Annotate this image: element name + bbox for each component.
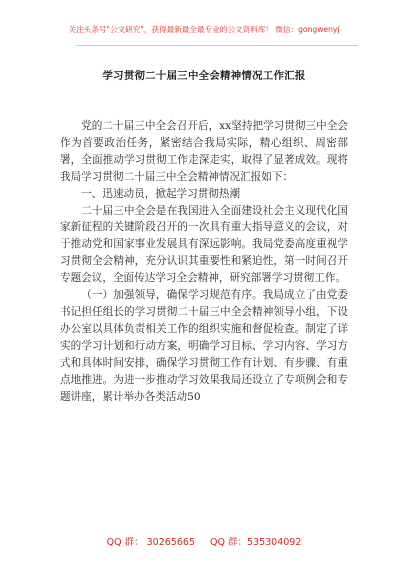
paragraph-section-1: 二十届三中全会是在我国进入全面建设社会主义现代化国家新征程的关键阶段召开的一次具有重大指导意义的会议，对于推动党和国家事业发展具有深远影响。我局党委高度重视学习贯彻全会精神，充分认识其重要性和紧迫性，第一时间召开专题会议，全面传达学习全会精神，研究部署学习贯彻工作。	[60, 204, 348, 285]
footer-qq-group-2: QQ 群：535304092	[210, 537, 302, 548]
paragraph-subsection-1: （一）加强领导，确保学习规范有序。我局成立了由党委书记担任组长的学习贯彻二十届三中全会精神领导小组，下设办公室以具体负责相关工作的组织实施和督促检查。制定了详实的学习计划和行动方案，明确学习目标、学习内容、学习方式和具体时间安排，确保学习贯彻工作有计划、有步骤、有重点地推进。为进一步推动学习效果我局还设立了专项例会和专题讲座，累计举办各类活动50	[60, 289, 348, 403]
footer-qq-group-1: QQ 群： 30265665	[106, 537, 195, 548]
document-body	[60, 118, 348, 405]
section-heading-1: 一、迅速动员，掀起学习贯彻热潮	[81, 187, 241, 200]
document-title: 学习贯彻二十届三中全会精神情况工作汇报	[102, 70, 306, 82]
header-promo-note: 关注头条号"公文研究"，获得最新最全最专业的公文资料库！ 微信：gongwenyj	[68, 25, 340, 34]
footer-contact	[0, 537, 408, 549]
paragraph-intro: 党的二十届三中全会召开后，xx坚持把学习贯彻三中全会作为首要政治任务，紧密结合我局实际，精心组织、周密部署，全面推动学习贯彻工作走深走实，取得了显著成效。现将我局学习贯彻二十届三中全会精神情况汇报如下：	[60, 120, 348, 183]
header-divider	[76, 45, 358, 46]
